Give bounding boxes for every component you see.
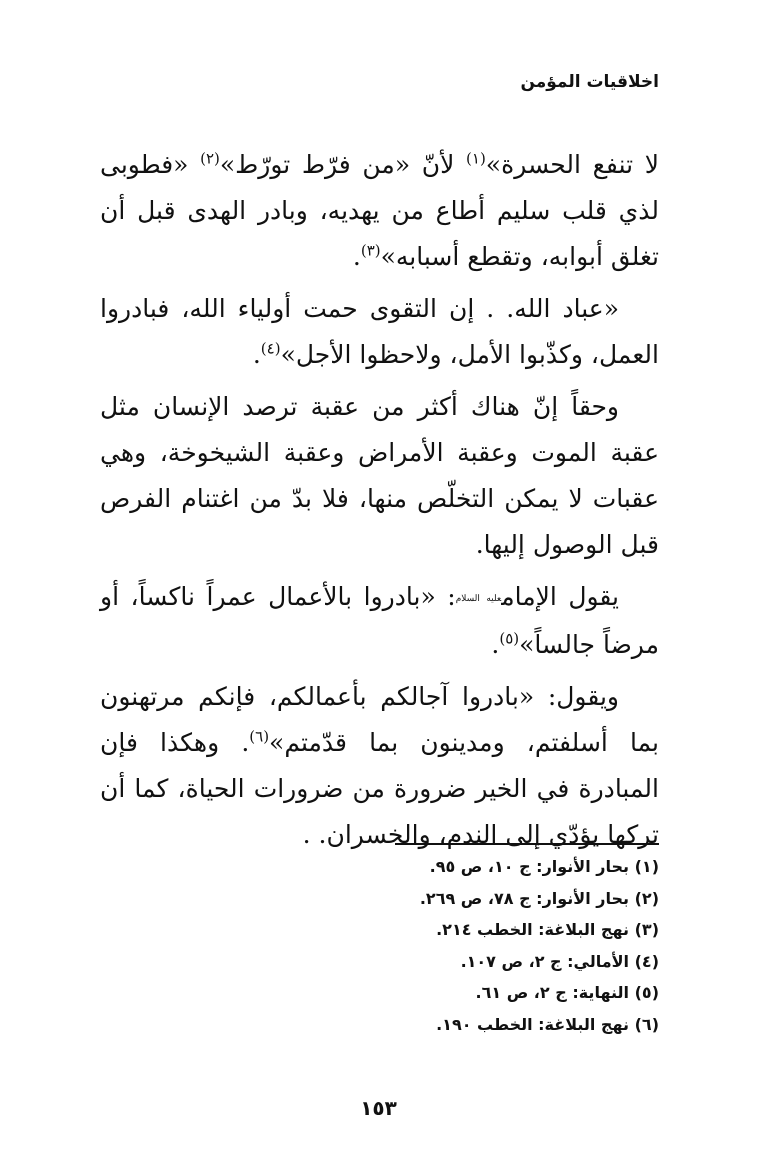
text-segment: ويقول: «بادروا آجالكم بأعمالكم، فإنكم مرتهنون بما أسلفتم، ومدينون بما قدّمتم» [100,682,659,757]
running-header: اخلاقيات المؤمن [520,72,659,92]
footnote-ref-2: (٢) [200,149,220,168]
footnote-separator [395,843,659,845]
text-segment: . [252,340,261,369]
footnote-ref-6: (٦) [249,727,270,746]
text-segment: لأنّ «من فرّط تورّط» [219,150,467,179]
text-segment: وحقاً إنّ هناك أكثر من عقبة ترصد الإنسان مثل عقبة الموت وعقبة الأمراض وعقبة الشيخوخة، وهي عقبات لا يمكن التخلّص منها، فلا بدّ من اغتنام الفرص قبل الوصول إليها. [100,392,659,559]
footnote-ref-5: (٥) [499,629,520,648]
footnote-ref-3: (٣) [360,241,381,260]
paragraph-3 [100,384,659,568]
footnotes-list [420,851,659,1040]
footnote-item: (٢) بحار الأنوار: ج ٧٨، ص ٢٦٩. [419,888,659,908]
paragraph-4 [100,574,659,668]
text-segment: لا تنفع الحسرة» [485,150,659,179]
paragraph-1 [100,142,659,280]
footnote-item: (٣) نهج البلاغة: الخطب ٢١٤. [436,920,659,939]
footnote-item: (١) بحار الأنوار: ج ١٠، ص ٩٥. [429,857,659,876]
honorific-glyph: عليه السلام [455,594,502,604]
page-number: ١٥٣ [360,1096,397,1120]
text-segment: «فطوبى لذي قلب سليم أطاع من يهديه، وبادر الهدى قبل أن تغلق أبوابه، وتقطع أسبابه» [100,150,659,271]
main-text [100,142,659,864]
footnote-ref-1: (١) [466,149,486,168]
text-segment: «عباد الله. . إن التقوى حمت أولياء الله، فبادروا العمل، وكذّبوا الأمل، ولاحظوا الأجل» [100,294,659,369]
footnote-item: (٦) نهج البلاغة: الخطب ١٩٠. [436,1014,659,1034]
text-segment: . [491,630,500,659]
footnote-ref-4: (٤) [260,339,281,358]
text-segment: . وهكذا فإن المبادرة في الخير ضرورة من ضرورات الحياة، كما أن تركها يؤدّي إلى الندم، والخسران. . [100,728,659,849]
footnote-item: (٥) النهاية: ج ٢، ص ٦١. [475,983,659,1002]
text-segment: يقول الإمام [501,582,620,611]
footnote-item: (٤) الأمالي: ج ٢، ص ١٠٧. [460,951,659,971]
paragraph-5 [100,674,659,858]
paragraph-2 [100,286,659,378]
text-segment: . [352,242,361,271]
text-segment: : «بادروا بالأعمال عمراً ناكساً، أو مرضاً جالساً» [100,582,659,659]
